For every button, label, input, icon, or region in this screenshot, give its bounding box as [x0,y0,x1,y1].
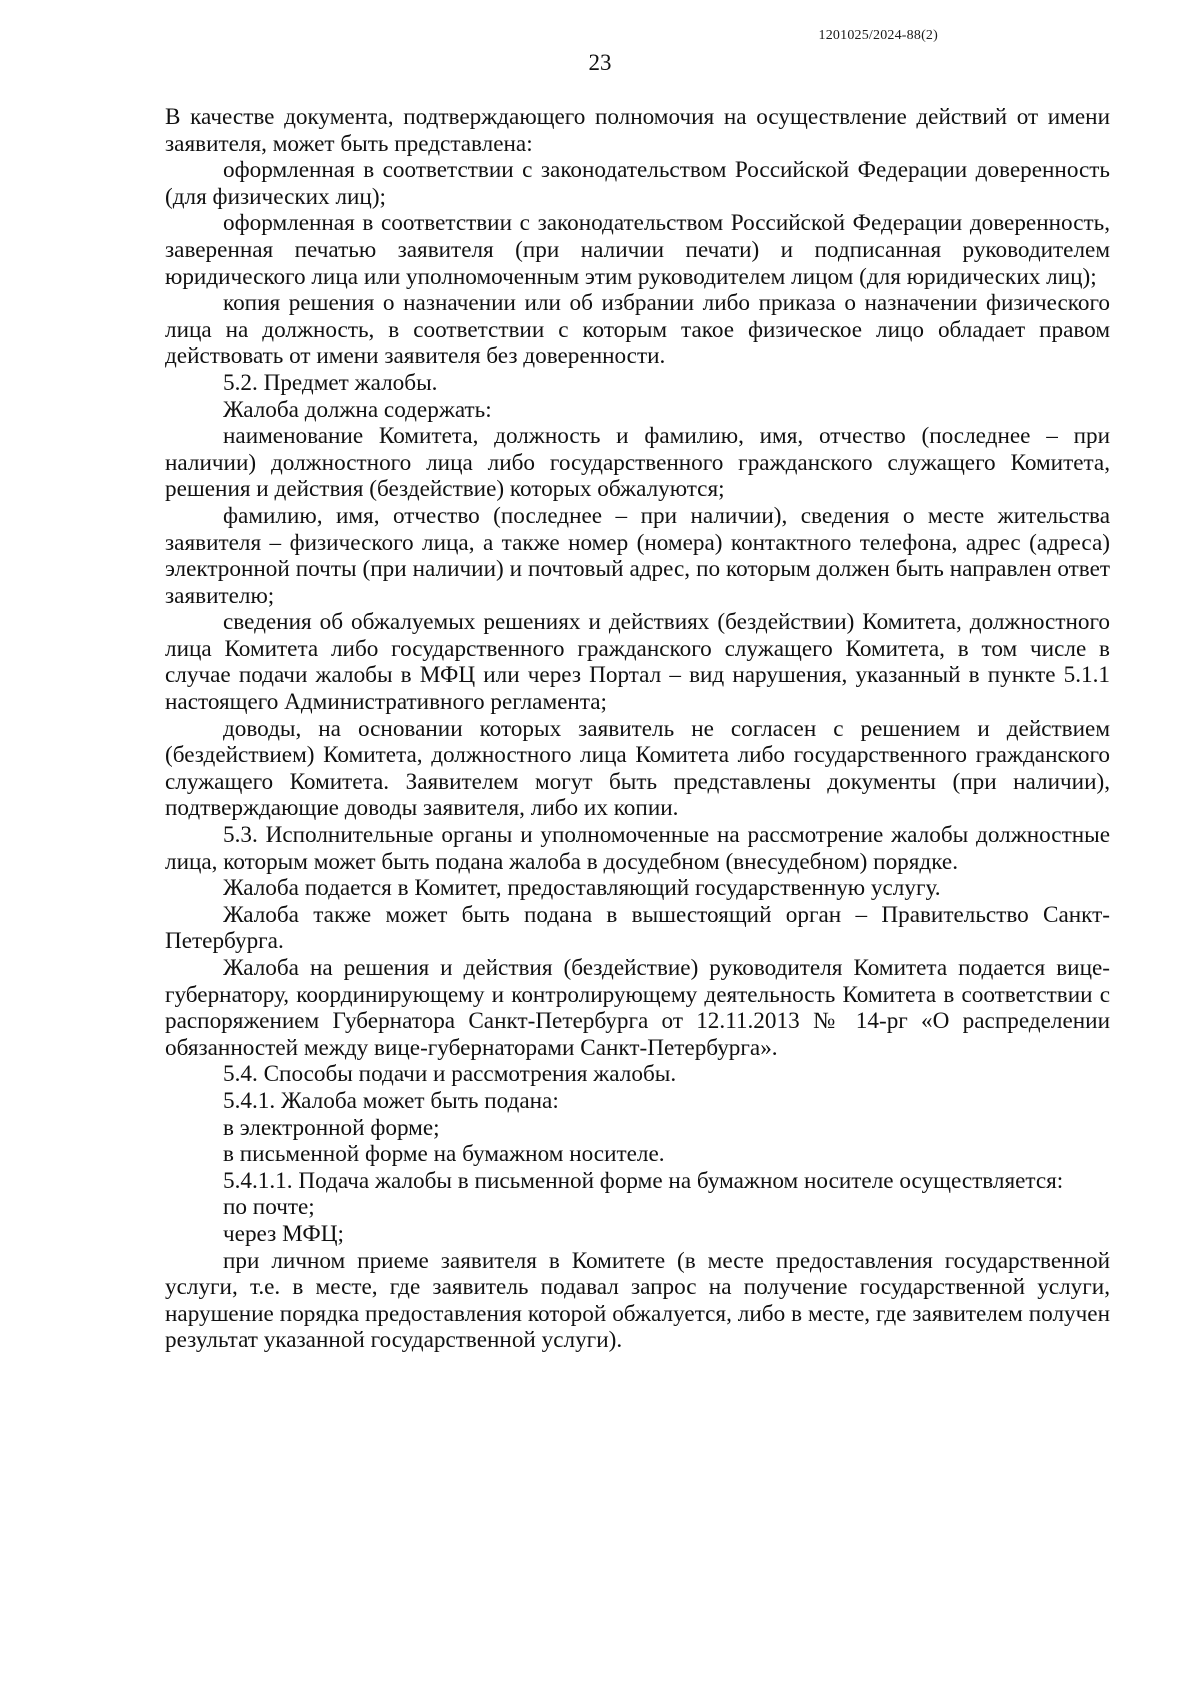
list-item-by-mail: по почте; [223,1194,315,1221]
paragraph-authority-documents-intro: В качестве документа, подтверждающего полномочия на осуществление действий от имени заявителя, может быть представлена: [165,104,1110,157]
document-registration-number: 1201025/2024-88(2) [818,28,938,43]
section-heading-5-2: 5.2. Предмет жалобы. [223,369,438,396]
page-number: 23 [588,50,612,75]
paragraph-power-of-attorney-individuals: оформленная в соответствии с законодательством Российской Федерации доверенность (для физических лиц); [165,157,1110,210]
list-item-personal-reception: при личном приеме заявителя в Комитете (в месте предоставления государственной услуги, т.е. в месте, где заявитель подавал запрос на получение государственной услуги, нарушение порядка предоставления которой обжалуется, либо в месте, где заявителем получен результат указанной государственной услуги). [165,1247,1110,1354]
paragraph-complaint-must-contain: Жалоба должна содержать: [223,396,492,423]
paragraph-power-of-attorney-legal-entities: оформленная в соответствии с законодательством Российской Федерации доверенность, заверенная печатью заявителя (при наличии печати) и подписанная руководителем юридического лица или уполномоченным этим руководителем лицом (для юридических лиц); [165,210,1110,290]
paragraph-appealed-decisions: сведения об обжалуемых решениях и действиях (бездействии) Комитета, должностного лица Комитета либо государственного гражданского служащего Комитета, в том числе в случае подачи жалобы в МФЦ или через Портал – вид нарушения, указанный в пункте 5.1.1 настоящего Административного регламента; [165,609,1110,716]
document-body [165,104,1110,1354]
section-heading-5-3: 5.3. Исполнительные органы и уполномоченные на рассмотрение жалобы должностные лица, которым может быть подана жалоба в досудебном (внесудебном) порядке. [165,822,1110,875]
list-item-via-mfc: через МФЦ; [223,1220,344,1247]
section-heading-5-4-1: 5.4.1. Жалоба может быть подана: [223,1087,559,1114]
section-heading-5-4: 5.4. Способы подачи и рассмотрения жалобы. [223,1061,677,1088]
section-heading-5-4-1-1: 5.4.1.1. Подача жалобы в письменной форме на бумажном носителе осуществляется: [223,1167,1064,1194]
paragraph-applicant-arguments: доводы, на основании которых заявитель не согласен с решением и действием (бездействием) Комитета, должностного лица Комитета либо государственного гражданского служащего Комитета. Заявителем могут быть представлены документы (при наличии), подтверждающие доводы заявителя, либо их копии. [165,715,1110,822]
paragraph-complaint-about-head: Жалоба на решения и действия (бездействие) руководителя Комитета подается вице-губернатору, координирующему и контролирующему деятельность Комитета в соответствии с распоряжением Губернатора Санкт-Петербурга от 12.11.2013 № 14-рг «О распределении обязанностей между вице-губернаторами Санкт-Петербурга». [165,955,1110,1061]
paragraph-appointment-order-copy: копия решения о назначении или об избрании либо приказа о назначении физического лица на должность, в соответствии с которым такое физическое лицо обладает правом действовать от имени заявителя без доверенности. [165,290,1110,370]
list-item-paper-form: в письменной форме на бумажном носителе. [223,1141,665,1168]
list-item-electronic-form: в электронной форме; [223,1114,440,1141]
paragraph-complaint-to-committee: Жалоба подается в Комитет, предоставляющий государственную услугу. [223,875,941,902]
paragraph-committee-name-officer: наименование Комитета, должность и фамилию, имя, отчество (последнее – при наличии) должностного лица либо государственного гражданского служащего Комитета, решения и действия (бездействие) которых обжалуются; [165,423,1110,503]
paragraph-complaint-to-government: Жалоба также может быть подана в вышестоящий орган – Правительство Санкт-Петербурга. [165,901,1110,955]
paragraph-applicant-details: фамилию, имя, отчество (последнее – при наличии), сведения о месте жительства заявителя – физического лица, а также номер (номера) контактного телефона, адрес (адреса) электронной почты (при наличии) и почтовый адрес, по которым должен быть направлен ответ заявителю; [165,502,1110,609]
